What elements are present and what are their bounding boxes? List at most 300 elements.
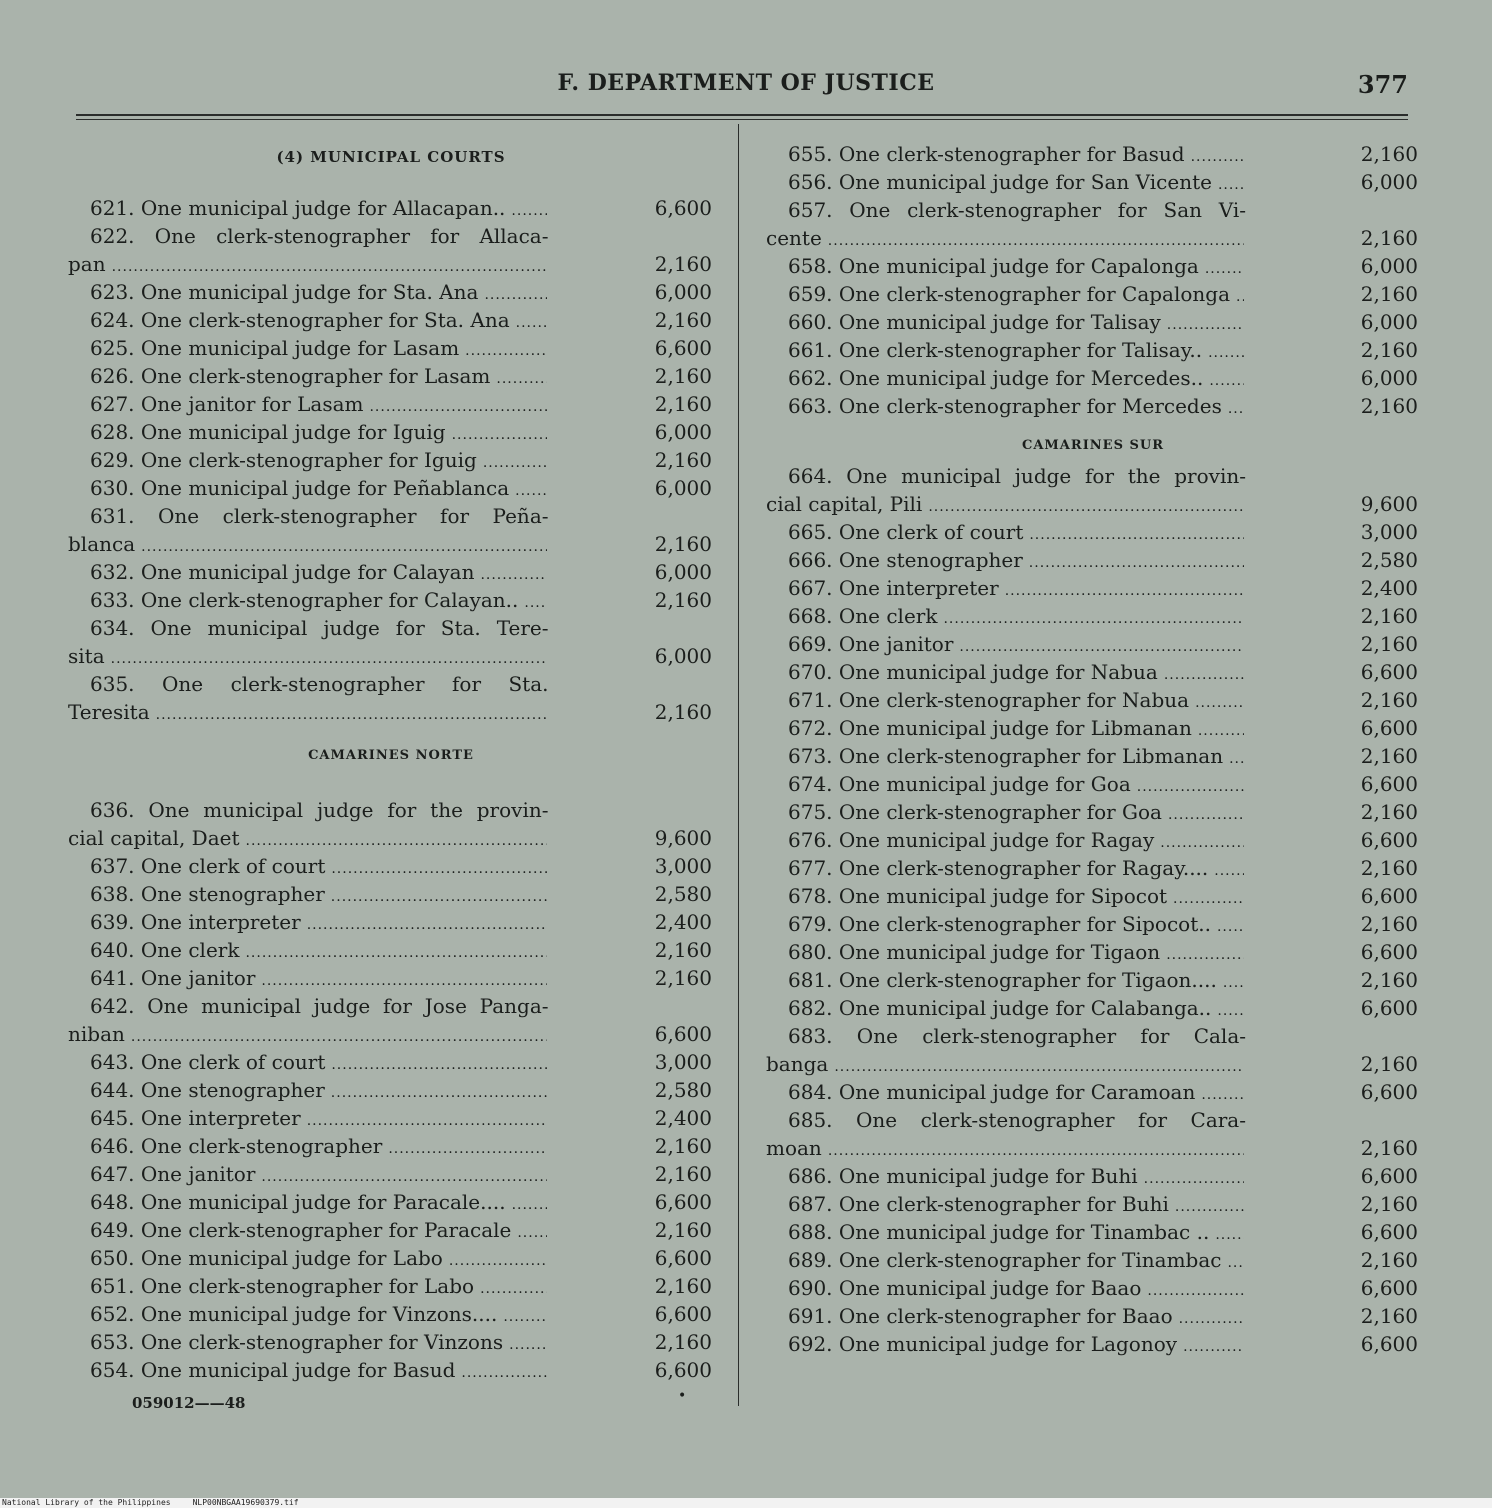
entry-text: 625. One municipal judge for Lasam <box>90 336 460 360</box>
leader-dots <box>959 630 1244 658</box>
leader-dots <box>331 880 547 908</box>
entry-amount: 2,160 <box>654 1330 712 1354</box>
entry-amount: 2,160 <box>654 1134 712 1158</box>
catalog-strip <box>0 1498 1492 1508</box>
entry-text: 674. One municipal judge for Goa <box>788 772 1131 796</box>
entry-text: 629. One clerk-stenographer for Iguig <box>90 448 477 472</box>
entry-amount: 3,000 <box>1360 520 1418 544</box>
entry-amount: 2,160 <box>654 966 712 990</box>
entry-text: 653. One clerk-stenographer for Vinzons <box>90 1330 504 1354</box>
entry-amount: 6,000 <box>654 280 712 304</box>
entry-amount: 2,160 <box>654 700 712 724</box>
budget-entry <box>68 1272 714 1300</box>
leader-dots <box>1201 1078 1244 1106</box>
budget-entry <box>68 614 714 670</box>
entry-amount: 6,000 <box>654 560 712 584</box>
leader-dots <box>517 1216 546 1244</box>
entry-text: 641. One janitor <box>90 966 256 990</box>
budget-entry <box>68 670 714 726</box>
entry-amount: 6,600 <box>654 1022 712 1046</box>
budget-entry <box>766 854 1420 882</box>
leader-dots <box>1223 966 1244 994</box>
budget-entry <box>766 518 1420 546</box>
entry-amount: 6,600 <box>654 1190 712 1214</box>
leader-dots <box>1029 518 1244 546</box>
leader-dots <box>261 1160 546 1188</box>
budget-entry <box>766 742 1420 770</box>
leader-dots <box>1229 742 1244 770</box>
entry-text: 635. One clerk-stenographer for Sta. <box>90 672 549 696</box>
entry-amount: 6,000 <box>1360 310 1418 334</box>
entry-text: 636. One municipal judge for the provin- <box>90 798 549 822</box>
budget-entry <box>766 602 1420 630</box>
budget-entry <box>766 798 1420 826</box>
entry-text: 638. One stenographer <box>90 882 325 906</box>
budget-entry <box>766 1274 1420 1302</box>
budget-entry <box>766 770 1420 798</box>
budget-entry <box>766 392 1420 420</box>
budget-entry <box>68 1356 714 1384</box>
entry-text: 676. One municipal judge for Ragay <box>788 828 1155 852</box>
entry-text: banga <box>766 1052 829 1076</box>
leader-dots <box>141 530 546 558</box>
budget-entry <box>766 1330 1420 1358</box>
entry-text: 647. One janitor <box>90 1162 256 1186</box>
budget-entry <box>766 938 1420 966</box>
entry-amount: 6,600 <box>1360 716 1418 740</box>
entry-amount: 3,000 <box>654 1050 712 1074</box>
leader-dots <box>1195 686 1244 714</box>
budget-entry <box>766 910 1420 938</box>
entry-text: 679. One clerk-stenographer for Sipocot.. <box>788 912 1211 936</box>
entry-amount: 2,160 <box>1360 856 1418 880</box>
leader-dots <box>1005 574 1244 602</box>
entry-amount: 6,000 <box>654 644 712 668</box>
entry-text: blanca <box>68 532 136 556</box>
entry-amount: 2,160 <box>654 308 712 332</box>
budget-entry <box>766 1162 1420 1190</box>
entry-amount: 2,160 <box>1360 968 1418 992</box>
budget-entry <box>766 140 1420 168</box>
leader-dots <box>1173 882 1244 910</box>
entry-amount: 6,000 <box>1360 254 1418 278</box>
entry-text: 664. One municipal judge for the provin- <box>788 464 1246 488</box>
entry-text: 685. One clerk-stenographer for Cara- <box>788 1108 1246 1132</box>
budget-entry <box>68 1132 714 1160</box>
print-code: 059012——48 <box>132 1394 246 1412</box>
leader-dots <box>261 964 546 992</box>
province-heading: CAMARINES NORTE <box>308 748 474 763</box>
leader-dots <box>131 1020 547 1048</box>
leader-dots <box>461 1356 546 1384</box>
entry-amount: 6,600 <box>654 196 712 220</box>
leader-dots <box>1167 308 1244 336</box>
entry-text: 666. One stenographer <box>788 548 1023 572</box>
entry-list <box>68 194 714 726</box>
entry-text: 672. One municipal judge for Libmanan <box>788 716 1192 740</box>
entry-amount: 6,600 <box>1360 660 1418 684</box>
entry-text: 665. One clerk of court <box>788 520 1024 544</box>
entry-amount: 6,000 <box>654 476 712 500</box>
entry-text: 642. One municipal judge for Jose Panga- <box>90 994 549 1018</box>
budget-entry <box>766 1106 1420 1162</box>
budget-entry <box>766 826 1420 854</box>
budget-entry <box>766 1078 1420 1106</box>
budget-entry <box>68 1188 714 1216</box>
entry-amount: 3,000 <box>654 854 712 878</box>
entry-list <box>766 462 1420 1358</box>
budget-entry <box>766 1246 1420 1274</box>
entry-amount: 6,600 <box>1360 1164 1418 1188</box>
entry-amount: 2,160 <box>1360 394 1418 418</box>
entry-text: niban <box>68 1022 125 1046</box>
leader-dots <box>1147 1274 1244 1302</box>
budget-entry <box>68 222 714 278</box>
entry-text: 682. One municipal judge for Calabanga.. <box>788 996 1212 1020</box>
budget-entry <box>68 1076 714 1104</box>
leader-dots <box>943 602 1244 630</box>
entry-amount: 6,600 <box>654 1246 712 1270</box>
entry-text: 659. One clerk-stenographer for Capalonga <box>788 282 1231 306</box>
province-heading: CAMARINES SUR <box>1021 438 1165 453</box>
entry-amount: 2,160 <box>1360 800 1418 824</box>
leader-dots <box>511 194 546 222</box>
budget-entry <box>68 418 714 446</box>
budget-entry <box>68 1328 714 1356</box>
entry-amount: 2,160 <box>1360 688 1418 712</box>
entry-amount: 2,160 <box>1360 282 1418 306</box>
budget-entry <box>68 558 714 586</box>
entry-amount: 6,000 <box>654 420 712 444</box>
entry-amount: 2,160 <box>1360 338 1418 362</box>
leader-dots <box>111 642 547 670</box>
leader-dots <box>1215 1218 1244 1246</box>
entry-text: 658. One municipal judge for Capalonga <box>788 254 1199 278</box>
entry-text: 673. One clerk-stenographer for Libmanan <box>788 744 1224 768</box>
entry-text: 662. One municipal judge for Mercedes.. <box>788 366 1204 390</box>
leader-dots <box>1168 798 1244 826</box>
budget-entry <box>68 586 714 614</box>
entry-amount: 6,600 <box>654 1302 712 1326</box>
entry-amount: 2,160 <box>654 938 712 962</box>
entry-text: 621. One municipal judge for Allacapan.. <box>90 196 506 220</box>
leader-dots <box>307 908 547 936</box>
entry-text: 644. One stenographer <box>90 1078 325 1102</box>
budget-entry <box>766 462 1420 518</box>
budget-entry <box>68 446 714 474</box>
budget-entry <box>766 714 1420 742</box>
page-number: 377 <box>1357 70 1408 99</box>
entry-text: 661. One clerk-stenographer for Talisay.. <box>788 338 1203 362</box>
entry-text: 656. One municipal judge for San Vicente <box>788 170 1212 194</box>
budget-entry <box>68 1104 714 1132</box>
leader-dots <box>1166 938 1244 966</box>
budget-entry <box>68 880 714 908</box>
leader-dots <box>369 390 546 418</box>
budget-entry <box>68 1244 714 1272</box>
entry-amount: 2,160 <box>1360 604 1418 628</box>
leader-dots <box>1217 910 1244 938</box>
entry-amount: 2,580 <box>654 1078 712 1102</box>
leader-dots <box>828 224 1244 252</box>
library-name: National Library of the Philippines <box>2 1498 171 1507</box>
entry-text: 687. One clerk-stenographer for Buhi <box>788 1192 1169 1216</box>
entry-text: 646. One clerk-stenographer <box>90 1134 383 1158</box>
entry-amount: 2,160 <box>1360 744 1418 768</box>
leader-dots <box>483 446 547 474</box>
entry-amount: 2,160 <box>1360 912 1418 936</box>
budget-entry <box>766 1218 1420 1246</box>
column-divider <box>738 124 739 1406</box>
entry-amount: 2,160 <box>654 364 712 388</box>
budget-entry <box>68 992 714 1048</box>
entry-text: moan <box>766 1136 822 1160</box>
leader-dots <box>1208 336 1244 364</box>
budget-entry <box>766 658 1420 686</box>
entry-list <box>766 140 1420 420</box>
entry-amount: 6,600 <box>1360 1332 1418 1356</box>
entry-amount: 2,160 <box>654 1218 712 1242</box>
entry-text: Teresita <box>68 700 150 724</box>
leader-dots <box>307 1104 547 1132</box>
leader-dots <box>1228 392 1244 420</box>
leader-dots <box>156 698 547 726</box>
entry-text: sita <box>68 644 105 668</box>
entry-text: 622. One clerk-stenographer for Allaca- <box>90 224 549 248</box>
entry-text: cial capital, Pili <box>766 492 923 516</box>
entry-text: cente <box>766 226 822 250</box>
budget-entry <box>766 882 1420 910</box>
left-column <box>68 140 714 1384</box>
entry-text: 669. One janitor <box>788 632 954 656</box>
leader-dots <box>449 1244 547 1272</box>
leader-dots <box>331 1076 547 1104</box>
budget-entry <box>766 994 1420 1022</box>
entry-amount: 6,600 <box>1360 828 1418 852</box>
entry-text: pan <box>68 252 106 276</box>
entry-text: 631. One clerk-stenographer for Peña- <box>90 504 549 528</box>
entry-amount: 2,160 <box>654 532 712 556</box>
entry-text: 668. One clerk <box>788 604 938 628</box>
leader-dots <box>480 1272 546 1300</box>
entry-text: 648. One municipal judge for Paracale.... <box>90 1190 506 1214</box>
leader-dots <box>245 936 546 964</box>
entry-amount: 6,600 <box>1360 772 1418 796</box>
entry-amount: 2,160 <box>1360 142 1418 166</box>
leader-dots <box>496 362 546 390</box>
leader-dots <box>1209 364 1244 392</box>
entry-text: 683. One clerk-stenographer for Cala- <box>788 1024 1246 1048</box>
entry-text: 624. One clerk-stenographer for Sta. Ana <box>90 308 510 332</box>
budget-entry <box>68 796 714 852</box>
leader-dots <box>509 1328 546 1356</box>
entry-amount: 6,600 <box>1360 940 1418 964</box>
leader-dots <box>515 474 546 502</box>
entry-text: 675. One clerk-stenographer for Goa <box>788 800 1162 824</box>
budget-entry <box>68 1300 714 1328</box>
budget-entry <box>766 1190 1420 1218</box>
leader-dots <box>1205 252 1244 280</box>
budget-entry <box>68 390 714 418</box>
entry-amount: 2,160 <box>654 392 712 416</box>
leader-dots <box>1214 854 1244 882</box>
leader-dots <box>452 418 547 446</box>
leader-dots <box>828 1134 1244 1162</box>
entry-text: 652. One municipal judge for Vinzons.... <box>90 1302 498 1326</box>
entry-text: 627. One janitor for Lasam <box>90 392 364 416</box>
entry-text: 655. One clerk-stenographer for Basud <box>788 142 1185 166</box>
budget-entry <box>68 362 714 390</box>
budget-entry <box>68 936 714 964</box>
leader-dots <box>1144 1162 1244 1190</box>
leader-dots <box>480 558 546 586</box>
entry-amount: 2,580 <box>1360 548 1418 572</box>
entry-amount: 6,600 <box>1360 884 1418 908</box>
leader-dots <box>524 586 546 614</box>
entry-text: 630. One municipal judge for Peñablanca <box>90 476 510 500</box>
header-rule <box>76 114 1408 116</box>
entry-text: cial capital, Daet <box>68 826 240 850</box>
leader-dots <box>1191 140 1244 168</box>
entry-amount: 6,000 <box>1360 170 1418 194</box>
entry-text: 660. One municipal judge for Talisay <box>788 310 1161 334</box>
file-name: NLP00NBGAA19690379.tif <box>192 1498 299 1507</box>
entry-amount: 6,600 <box>654 336 712 360</box>
budget-entry <box>766 168 1420 196</box>
leader-dots <box>1137 770 1244 798</box>
leader-dots <box>516 306 547 334</box>
budget-entry <box>68 852 714 880</box>
budget-entry <box>68 306 714 334</box>
entry-text: 645. One interpreter <box>90 1106 301 1130</box>
entry-text: 650. One municipal judge for Labo <box>90 1246 443 1270</box>
leader-dots <box>1029 546 1244 574</box>
leader-dots <box>331 852 546 880</box>
budget-entry <box>766 336 1420 364</box>
budget-entry <box>68 474 714 502</box>
budget-entry <box>766 364 1420 392</box>
entry-text: 663. One clerk-stenographer for Mercedes <box>788 394 1222 418</box>
entry-text: 670. One municipal judge for Nabua <box>788 660 1158 684</box>
budget-entry <box>766 252 1420 280</box>
page-header <box>0 70 1492 104</box>
entry-text: 643. One clerk of court <box>90 1050 326 1074</box>
entry-amount: 6,600 <box>1360 1080 1418 1104</box>
page-title: F. DEPARTMENT OF JUSTICE <box>557 70 935 96</box>
budget-entry <box>766 1302 1420 1330</box>
leader-dots <box>246 824 547 852</box>
right-column <box>766 140 1420 1358</box>
entry-amount: 6,000 <box>1360 366 1418 390</box>
leader-dots <box>1227 1246 1244 1274</box>
entry-amount: 2,400 <box>654 910 712 934</box>
entry-amount: 2,160 <box>1360 632 1418 656</box>
budget-entry <box>766 196 1420 252</box>
entry-text: 691. One clerk-stenographer for Baao <box>788 1304 1173 1328</box>
entry-text: 688. One municipal judge for Tinambac .. <box>788 1220 1210 1244</box>
header-rule-thin <box>76 119 1408 120</box>
budget-entry <box>766 280 1420 308</box>
leader-dots <box>1160 826 1244 854</box>
leader-dots <box>112 250 547 278</box>
entry-text: 692. One municipal judge for Lagonoy <box>788 1332 1178 1356</box>
entry-text: 632. One municipal judge for Calayan <box>90 560 475 584</box>
budget-entry <box>68 1160 714 1188</box>
entry-text: 633. One clerk-stenographer for Calayan.. <box>90 588 519 612</box>
entry-text: 677. One clerk-stenographer for Ragay.... <box>788 856 1209 880</box>
entry-amount: 2,160 <box>1360 1192 1418 1216</box>
budget-entry <box>766 1022 1420 1078</box>
entry-text: 654. One municipal judge for Basud <box>90 1358 456 1382</box>
entry-amount: 2,160 <box>1360 226 1418 250</box>
leader-dots <box>1217 994 1244 1022</box>
leader-dots <box>512 1188 547 1216</box>
entry-text: 657. One clerk-stenographer for San Vi- <box>788 198 1246 222</box>
entry-text: 628. One municipal judge for Iguig <box>90 420 446 444</box>
entry-amount: 6,600 <box>1360 1276 1418 1300</box>
budget-entry <box>68 1216 714 1244</box>
leader-dots <box>1198 714 1244 742</box>
entry-amount: 2,580 <box>654 882 712 906</box>
entry-amount: 2,160 <box>654 1162 712 1186</box>
entry-amount: 2,160 <box>654 448 712 472</box>
leader-dots <box>834 1050 1244 1078</box>
entry-amount: 2,160 <box>654 588 712 612</box>
entry-amount: 2,400 <box>654 1106 712 1130</box>
budget-entry <box>68 1048 714 1076</box>
entry-amount: 9,600 <box>654 826 712 850</box>
entry-amount: 9,600 <box>1360 492 1418 516</box>
entry-text: 686. One municipal judge for Buhi <box>788 1164 1138 1188</box>
budget-entry <box>766 546 1420 574</box>
entry-text: 678. One municipal judge for Sipocot <box>788 884 1168 908</box>
entry-text: 649. One clerk-stenographer for Paracale <box>90 1218 512 1242</box>
entry-text: 689. One clerk-stenographer for Tinambac <box>788 1248 1222 1272</box>
entry-text: 651. One clerk-stenographer for Labo <box>90 1274 475 1298</box>
budget-entry <box>766 308 1420 336</box>
budget-entry <box>68 278 714 306</box>
entry-amount: 2,160 <box>1360 1052 1418 1076</box>
budget-entry <box>68 908 714 936</box>
entry-text: 690. One municipal judge for Baao <box>788 1276 1142 1300</box>
entry-text: 681. One clerk-stenographer for Tigaon.... <box>788 968 1217 992</box>
leader-dots <box>465 334 546 362</box>
entry-text: 640. One clerk <box>90 938 240 962</box>
entry-list <box>68 796 714 1384</box>
leader-dots <box>503 1300 546 1328</box>
leader-dots <box>331 1048 546 1076</box>
leader-dots <box>1236 280 1244 308</box>
budget-entry <box>766 574 1420 602</box>
leader-dots <box>1179 1302 1244 1330</box>
entry-text: 623. One municipal judge for Sta. Ana <box>90 280 479 304</box>
entry-amount: 6,600 <box>1360 996 1418 1020</box>
section-title: (4) MUNICIPAL COURTS <box>276 148 506 166</box>
budget-entry <box>766 630 1420 658</box>
entry-text: 637. One clerk of court <box>90 854 326 878</box>
budget-entry <box>68 502 714 558</box>
entry-text: 684. One municipal judge for Caramoan <box>788 1080 1196 1104</box>
leader-dots <box>484 278 546 306</box>
entry-text: 639. One interpreter <box>90 910 301 934</box>
leader-dots <box>1183 1330 1244 1358</box>
entry-amount: 2,400 <box>1360 576 1418 600</box>
entry-amount: 2,160 <box>1360 1304 1418 1328</box>
entry-text: 671. One clerk-stenographer for Nabua <box>788 688 1190 712</box>
budget-entry <box>68 964 714 992</box>
leader-dots <box>1164 658 1244 686</box>
budget-entry <box>68 194 714 222</box>
